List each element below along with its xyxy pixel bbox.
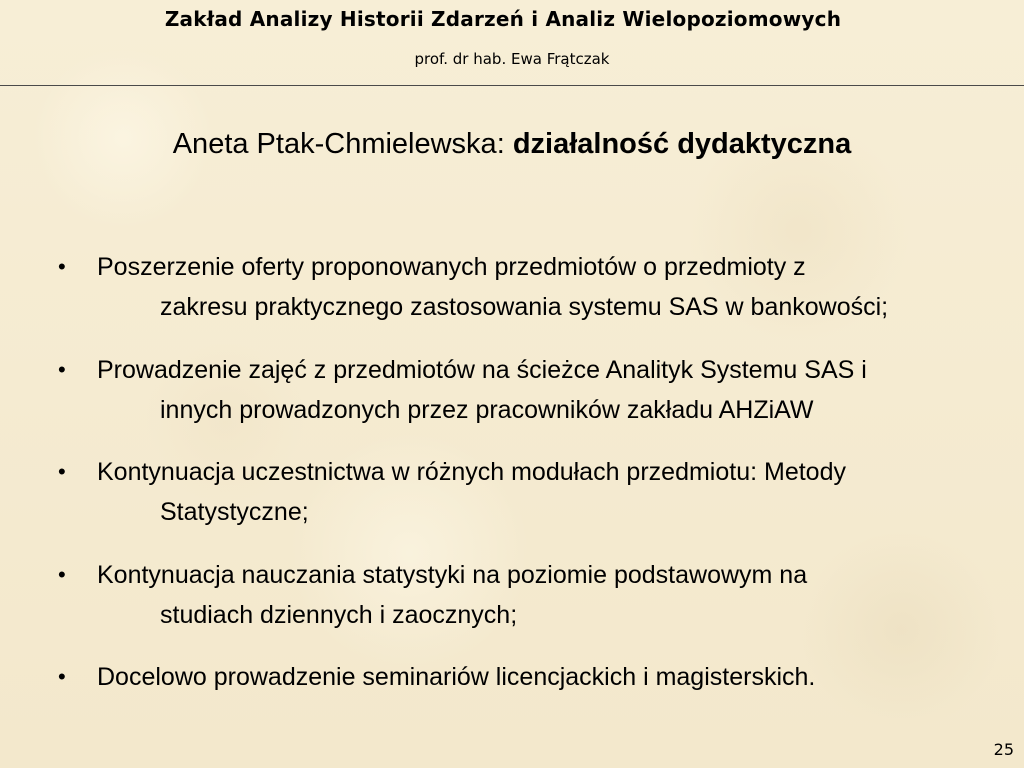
bullet-text-line1: Poszerzenie oferty proponowanych przedmiotów o przedmioty z <box>97 253 806 281</box>
bullet-text-line1: Kontynuacja nauczania statystyki na poziomie podstawowym na <box>97 561 808 589</box>
bullet-text-line2: zakresu praktycznego zastosowania systemu SAS w bankowości; <box>160 293 889 321</box>
bullet-text-line1: Docelowo prowadzenie seminariów licencjackich i magisterskich. <box>97 663 816 691</box>
slide-title-topic: działalność dydaktyczna <box>512 128 852 160</box>
bullet-marker: • <box>58 254 66 279</box>
professor-name: prof. dr hab. Ewa Frątczak <box>414 50 610 68</box>
bullet-text-line2: innych prowadzonych przez pracowników zakładu AHZiAW <box>160 396 814 424</box>
bullet-marker: • <box>58 664 66 689</box>
bullet-text-line2: studiach dziennych i zaocznych; <box>160 601 518 629</box>
page-number: 25 <box>993 740 1014 759</box>
bullet-marker: • <box>58 562 66 587</box>
bullet-text-line2: Statystyczne; <box>160 498 309 526</box>
department-title: Zakład Analizy Historii Zdarzeń i Analiz Wielopoziomowych <box>164 7 842 31</box>
bullet-text-line1: Prowadzenie zajęć z przedmiotów na ścieżce Analityk Systemu SAS i <box>97 356 867 384</box>
bullet-marker: • <box>58 459 66 484</box>
slide-title-author: Aneta Ptak-Chmielewska: <box>172 128 513 160</box>
bullet-text-line1: Kontynuacja uczestnictwa w różnych modułach przedmiotu: Metody <box>97 458 846 486</box>
bullet-marker: • <box>58 357 66 382</box>
